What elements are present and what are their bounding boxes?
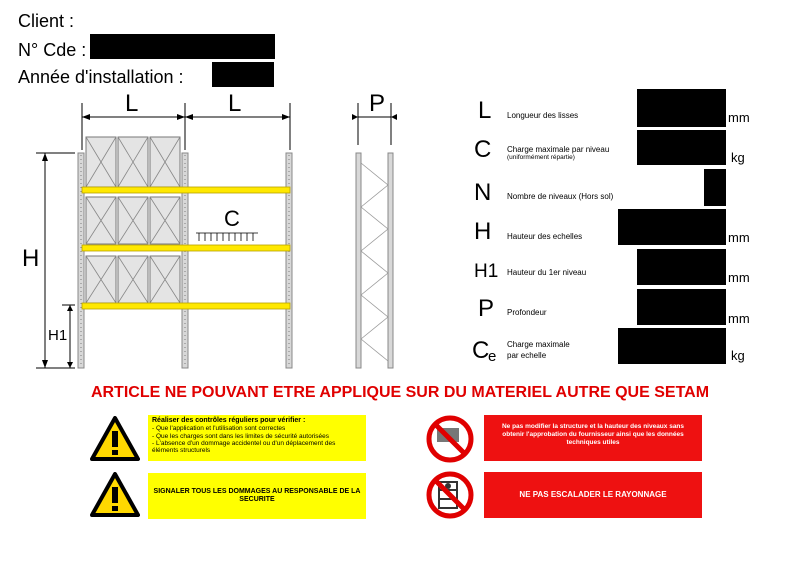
regular-controls-notice [148,415,366,461]
no-climbing-icon [425,470,475,520]
spec-symbol: H1 [474,261,499,282]
spec-description: Charge maximale [507,340,570,349]
spec-unit: kg [731,150,745,165]
spec-symbol: P [478,295,495,322]
redacted-value [637,289,726,325]
redacted-order-number [90,34,275,59]
spec-description: Hauteur des echelles [507,232,583,241]
spec-description-line2: par echelle [507,351,547,360]
dimension-label-L1: L [125,90,139,117]
order-number-label: N° Cde : [18,40,87,60]
redacted-value [618,328,726,364]
controls-item: - L'absence d'un dommage accidentel ou d'un déplacement des éléments structurels [152,439,336,455]
spec-unit: mm [728,110,750,125]
client-label: Client : [18,11,75,31]
redacted-value [637,249,726,285]
spec-description: Nombre de niveaux (Hors sol) [507,192,614,201]
installation-year-label: Année d'installation : [18,67,184,87]
dimension-label-L2: L [228,90,242,117]
redacted-value [637,89,726,127]
spec-note: (uniformément répartie) [507,154,575,161]
report-damage-text: SIGNALER TOUS LES DOMMAGES AU RESPONSABLE DE LA SECURITE [153,487,361,503]
controls-item: - Que l'application et l'utilisation sont correctes [152,425,286,433]
spec-description: Charge maximale par niveau [507,145,610,154]
no-modify-text: Ne pas modifier la structure et la hauteur des niveaux sans obtenir l'approbation du fournisseur ainsi que les données techniques utiles [501,423,685,446]
spec-symbol: C [474,136,492,163]
dimension-label-H: H [22,245,40,272]
controls-title: Réaliser des contrôles réguliers pour vérifier : [152,417,306,424]
spec-symbol: H [474,218,492,245]
spec-symbol: L [478,97,492,124]
spec-unit: mm [728,230,750,245]
dimension-label-P: P [369,90,386,117]
dimension-label-H1: H1 [48,327,68,344]
spec-unit: kg [731,348,745,363]
spec-symbol-subscript: e [488,348,497,365]
controls-item: - Que les charges sont dans les limites de sécurité autorisées [152,432,330,440]
redacted-value [637,130,726,165]
warning-triangle-icon [90,416,140,462]
no-climb-text: NE PAS ESCALADER LE RAYONNAGE [519,490,667,500]
warning-triangle-icon [90,472,140,518]
spec-symbol: C [472,337,490,364]
report-damage-notice [148,473,366,519]
no-climb-notice [484,472,702,518]
setam-only-warning: ARTICLE NE POUVANT ETRE APPLIQUE SUR DU MATERIEL AUTRE QUE SETAM [90,384,710,401]
no-modify-notice [484,415,702,461]
redacted-value [704,169,726,206]
spec-unit: mm [728,311,750,326]
redacted-installation-year [212,62,274,87]
spec-description: Profondeur [507,308,547,317]
load-label-C: C [224,206,240,231]
spec-description: Hauteur du 1er niveau [507,268,587,277]
spec-unit: mm [728,270,750,285]
redacted-value [618,209,726,245]
spec-symbol: N [474,179,492,206]
spec-description: Longueur des lisses [507,111,579,120]
prohibition-icon [425,414,475,464]
